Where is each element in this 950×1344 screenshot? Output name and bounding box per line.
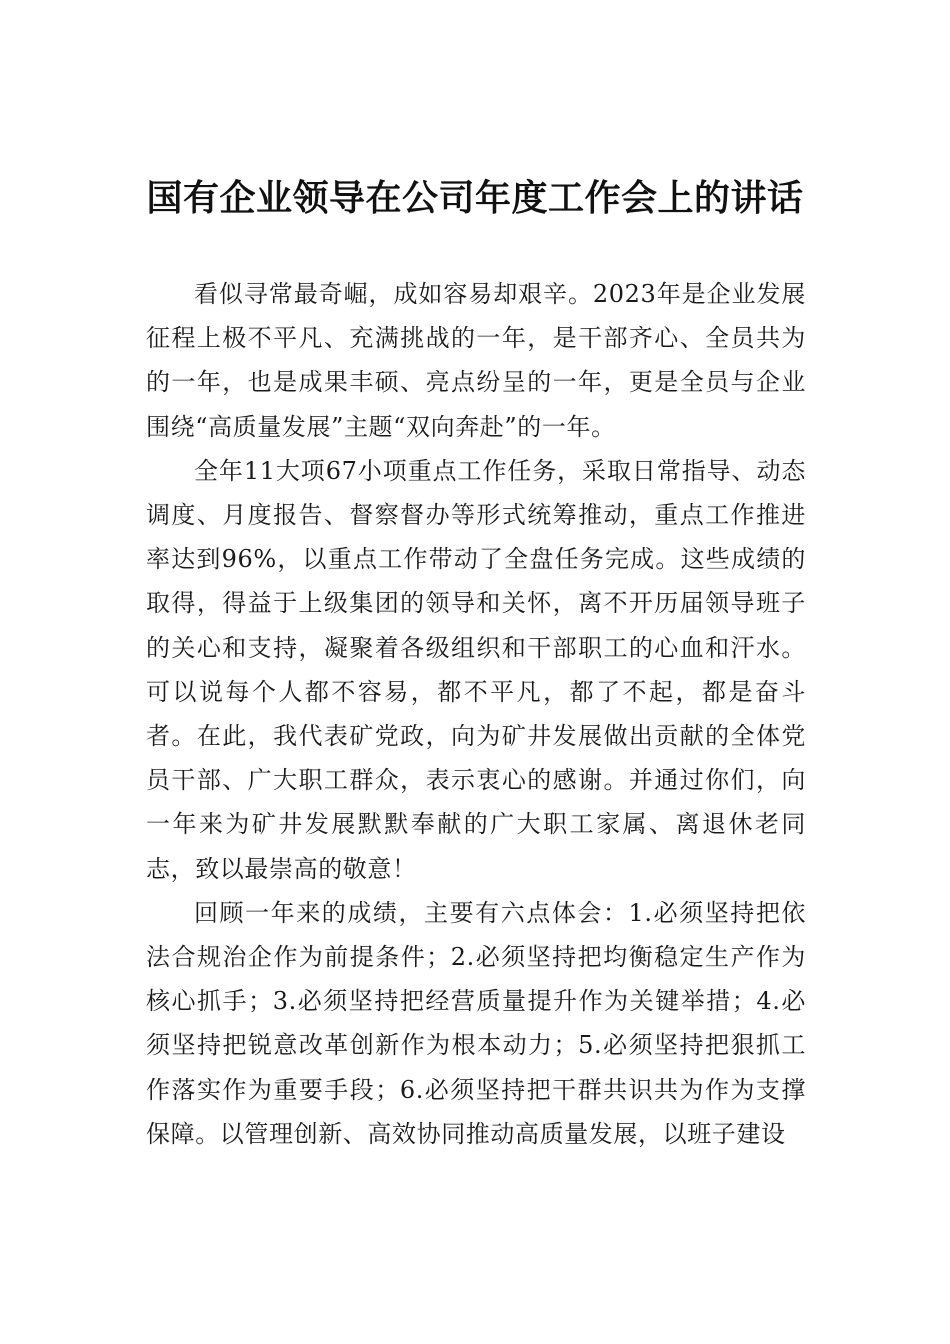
paragraph-2: 全年11大项67小项重点工作任务，采取日常指导、动态调度、月度报告、督察督办等形式统筹推动，重点工作推进率达到96%，以重点工作带动了全盘任务完成。这些成绩的取得，得益于上级集团的领导和关怀，离不开历届领导班子的关心和支持，凝聚着各级组织和干部职工的心血和汗水。可以说每个人都不容易，都不平凡，都了不起，都是奋斗者。在此，我代表矿党政，向为矿井发展做出贡献的全体党员干部、广大职工群众，表示衷心的感谢。并通过你们，向一年来为矿井发展默默奉献的广大职工家属、离退休老同志，致以最崇高的敬意！ xyxy=(146,456,806,883)
document-title: 国有企业领导在公司年度工作会上的讲话 xyxy=(146,177,804,219)
paragraph-1: 看似寻常最奇崛，成如容易却艰辛。2023年是企业发展征程上极不平凡、充满挑战的一年，是干部齐心、全员共为的一年，也是成果丰硕、亮点纷呈的一年，更是全员与企业围绕“高质量发展”主题“双向奔赴”的一年。 xyxy=(146,280,806,441)
paragraph-3: 回顾一年来的成绩，主要有六点体会：1.必须坚持把依法合规治企作为前提条件；2.必须坚持把均衡稳定生产作为核心抓手；3.必须坚持把经营质量提升作为关键举措；4.必须坚持把锐意改革创新作为根本动力；5.必须坚持把狠抓工作落实作为重要手段；6.必须坚持把干群共识共为作为支撑保障。以管理创新、高效协同推动高质量发展，以班子建设 xyxy=(146,898,806,1148)
document-body xyxy=(146,272,806,1156)
